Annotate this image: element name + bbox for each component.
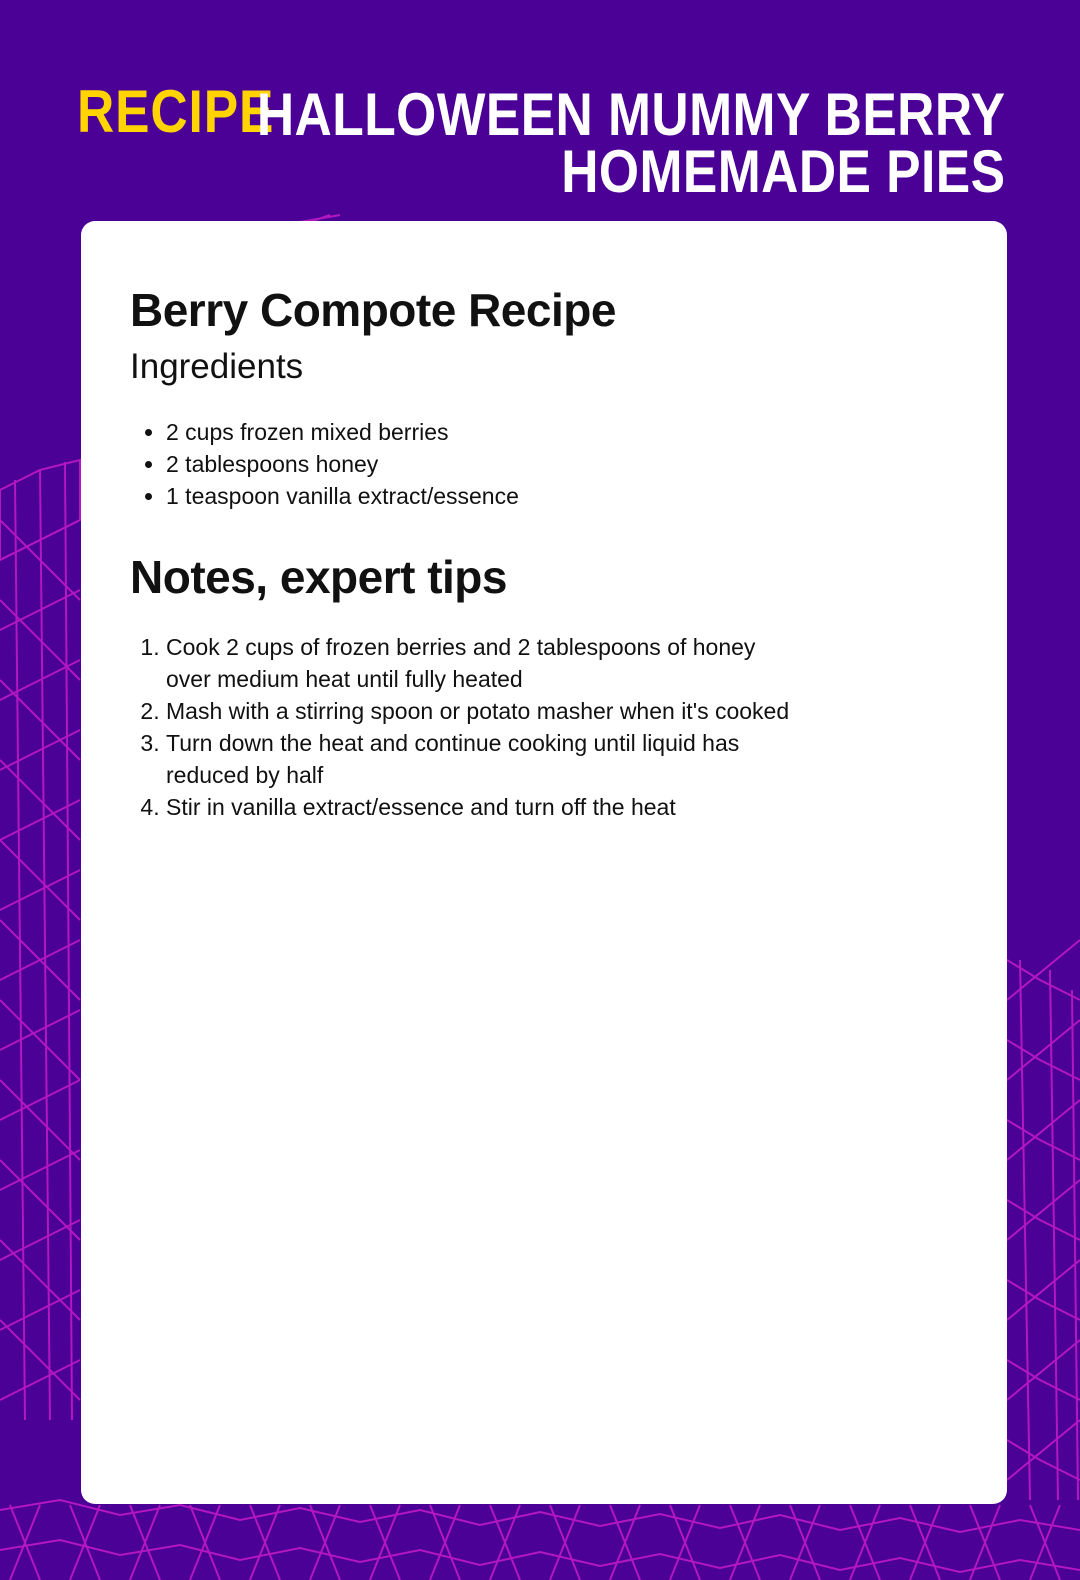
recipe-heading: Berry Compote Recipe xyxy=(130,284,616,336)
ingredient-item: • 2 tablespoons honey xyxy=(166,448,870,480)
notes-heading: Notes, expert tips xyxy=(130,551,507,604)
ingredients-heading: Ingredients xyxy=(130,346,304,386)
title-line-1: HALLOWEEN MUMMY BERRY xyxy=(256,81,1005,148)
page-title xyxy=(135,81,1005,205)
steps-list xyxy=(130,631,806,823)
recipe-card-content xyxy=(130,285,870,823)
title-line-2: HOMEMADE PIES xyxy=(560,138,1005,205)
ingredient-item: • 1 teaspoon vanilla extract/essence xyxy=(166,480,870,512)
recipe-label: RECIPE xyxy=(77,78,275,145)
step-item: 3. Turn down the heat and continue cooking until liquid has reduced by half xyxy=(166,727,806,791)
step-item: 4. Stir in vanilla extract/essence and turn off the heat xyxy=(166,791,806,823)
step-item: 1. Cook 2 cups of frozen berries and 2 tablespoons of honey over medium heat until fully heated xyxy=(166,631,806,695)
ingredients-list xyxy=(130,416,870,512)
recipe-card xyxy=(81,221,1007,1504)
ingredient-item: • 2 cups frozen mixed berries xyxy=(166,416,870,448)
step-item: 2. Mash with a stirring spoon or potato masher when it's cooked xyxy=(166,695,806,727)
